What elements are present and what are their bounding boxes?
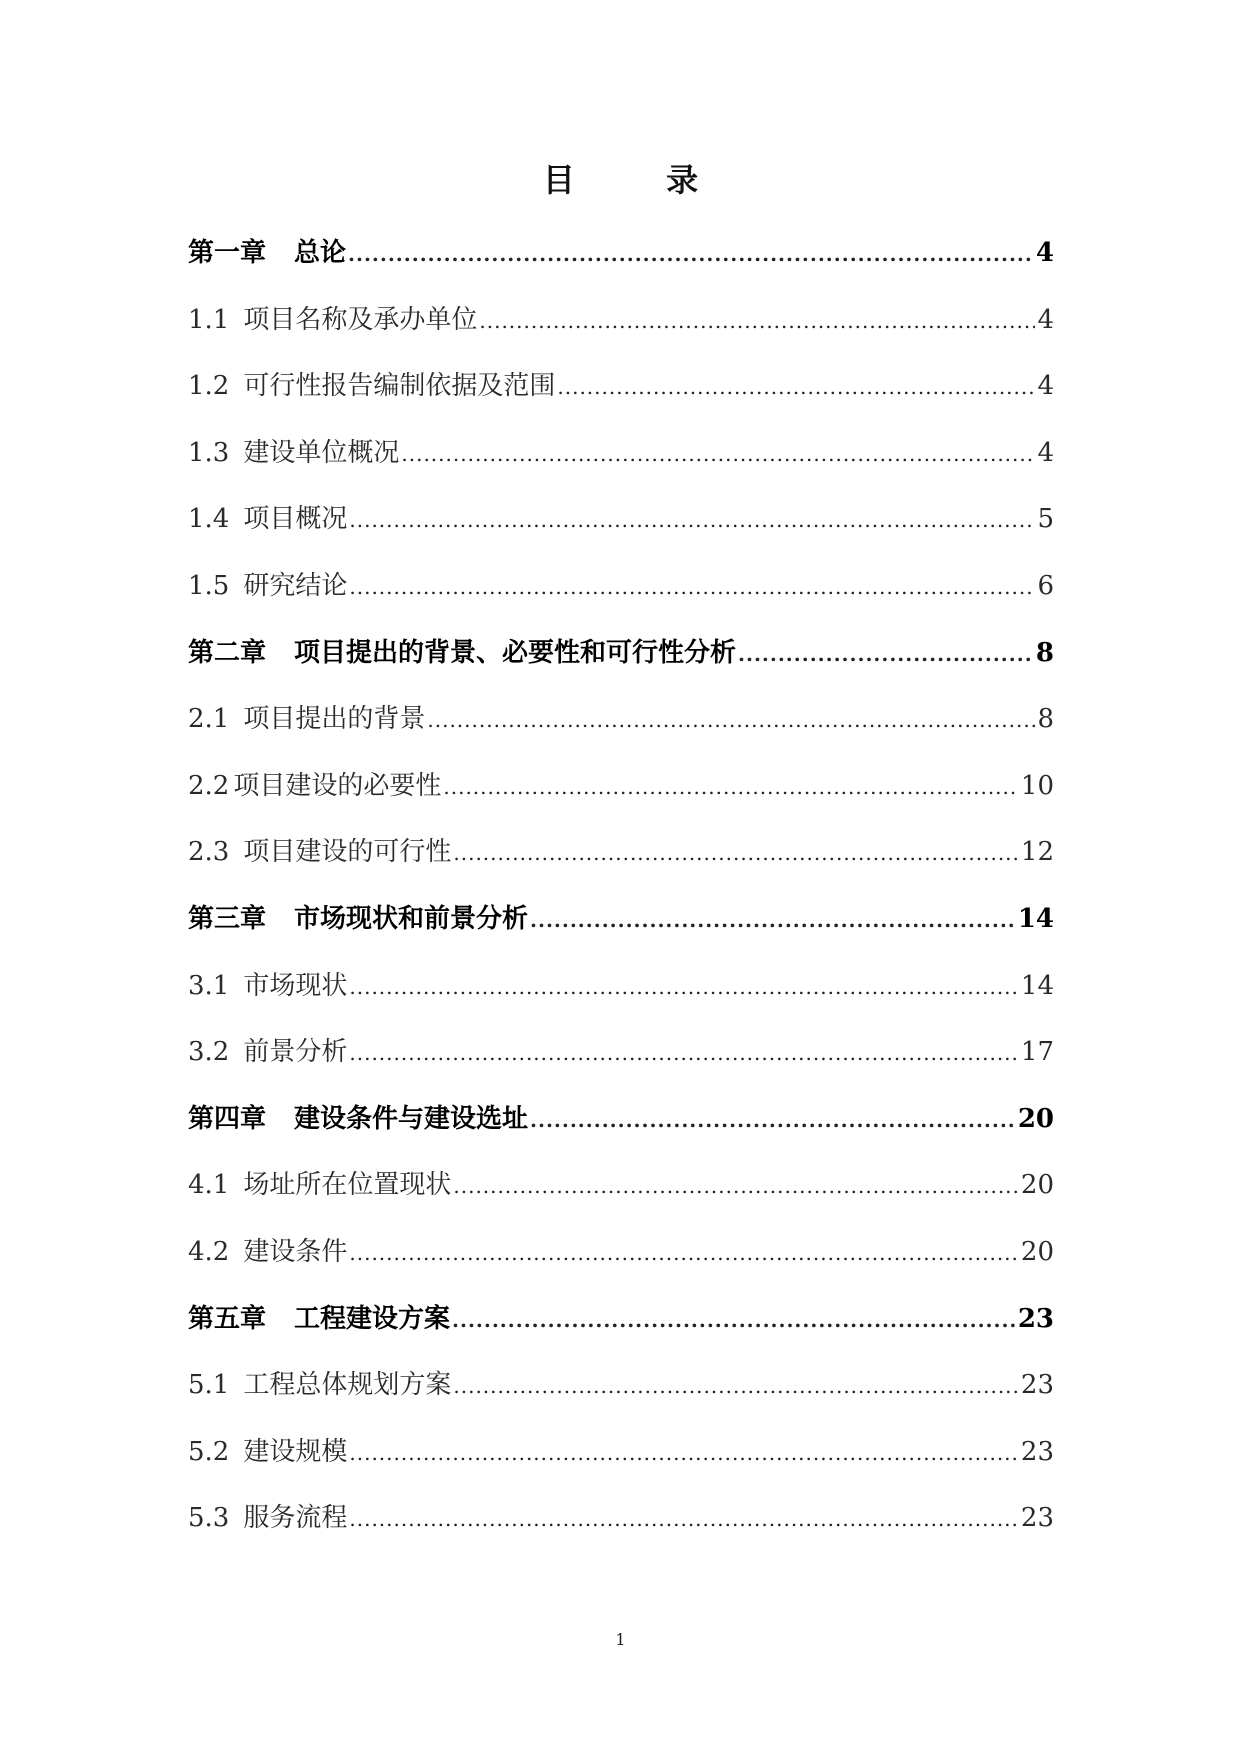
- toc-entry-title: 总论: [294, 238, 347, 268]
- toc-entry-title: 工程总体规划方案: [243, 1370, 452, 1401]
- toc-entry-title: 研究结论: [243, 570, 348, 601]
- toc-entry-section-5-1[interactable]: [188, 1368, 1054, 1435]
- toc-entry-number: 第三章: [188, 903, 267, 934]
- toc-entry-chapter-4[interactable]: [188, 1102, 1054, 1169]
- toc-entry-title: 建设条件与建设选址: [294, 1103, 529, 1134]
- toc-entry-title: 项目建设的必要性: [233, 770, 442, 801]
- dot-leader: [349, 1502, 1019, 1536]
- dot-leader: [452, 1303, 1016, 1337]
- toc-entry-section-1-2[interactable]: [188, 369, 1054, 436]
- toc-entry-section-1-4[interactable]: [188, 502, 1054, 569]
- dot-leader: [349, 1036, 1019, 1070]
- toc-entry-title: 建设条件: [243, 1236, 348, 1267]
- toc-entry-section-5-3[interactable]: [188, 1501, 1054, 1568]
- toc-entry-title: 项目建设的可行性: [243, 837, 452, 868]
- toc-entry-number: 4.2: [188, 1236, 230, 1267]
- toc-entry-title: 场址所在位置现状: [243, 1170, 452, 1201]
- toc-entry-title: 市场现状: [243, 970, 348, 1001]
- toc-entry-section-3-2[interactable]: [188, 1035, 1054, 1102]
- toc-entry-title: 项目概况: [243, 504, 348, 535]
- toc-entry-page: 4: [1037, 437, 1054, 468]
- dot-leader: [427, 703, 1035, 737]
- toc-entry-section-1-5[interactable]: [188, 569, 1054, 636]
- toc-entry-page: 14: [1020, 970, 1054, 1001]
- toc-entry-section-1-3[interactable]: [188, 436, 1054, 503]
- dot-leader: [401, 437, 1035, 471]
- toc-entry-number: 2.3: [188, 837, 230, 868]
- toc-entry-page: 23: [1020, 1370, 1054, 1401]
- toc-entry-page: 23: [1017, 1303, 1054, 1334]
- toc-entry-chapter-5[interactable]: [188, 1302, 1054, 1369]
- toc-entry-title: 建设单位概况: [243, 437, 400, 468]
- toc-entry-page: 20: [1020, 1236, 1054, 1267]
- toc-entry-page: 8: [1037, 704, 1054, 735]
- toc-entry-title: 工程建设方案: [294, 1303, 451, 1334]
- toc-entry-section-2-1[interactable]: [188, 702, 1054, 769]
- toc-list: [188, 236, 1054, 1568]
- toc-entry-number: 1.5: [188, 570, 230, 601]
- toc-entry-page: 23: [1020, 1503, 1054, 1534]
- toc-entry-section-4-2[interactable]: [188, 1235, 1054, 1302]
- toc-entry-page: 6: [1037, 570, 1054, 601]
- toc-entry-chapter-3[interactable]: [188, 902, 1054, 969]
- dot-leader: [453, 1169, 1019, 1203]
- toc-entry-title: 项目名称及承办单位: [243, 304, 478, 335]
- toc-entry-number: 1.3: [188, 437, 230, 468]
- toc-entry-page: 17: [1020, 1037, 1054, 1068]
- toc-entry-title: 建设规模: [243, 1436, 348, 1467]
- toc-entry-page: 12: [1020, 837, 1054, 868]
- toc-entry-number: 第二章: [188, 637, 267, 668]
- toc-entry-title: 可行性报告编制依据及范围: [243, 371, 556, 402]
- toc-entry-number: 2.1: [188, 704, 230, 735]
- toc-entry-page: 10: [1020, 770, 1054, 801]
- toc-entry-section-5-2[interactable]: [188, 1435, 1054, 1502]
- dot-leader: [453, 1369, 1019, 1403]
- toc-entry-number: 第一章: [188, 238, 267, 268]
- toc-entry-page: 8: [1035, 637, 1054, 668]
- toc-entry-number: 5.3: [188, 1503, 230, 1534]
- toc-entry-number: 第五章: [188, 1303, 267, 1334]
- toc-entry-page: 5: [1037, 504, 1054, 535]
- dot-leader: [349, 1236, 1019, 1270]
- toc-entry-page: 20: [1017, 1103, 1054, 1134]
- toc-entry-number: 3.2: [188, 1037, 230, 1068]
- page-number: 1: [615, 1630, 626, 1649]
- dot-leader: [349, 503, 1035, 537]
- toc-entry-page: 23: [1020, 1436, 1054, 1467]
- toc-entry-title: 前景分析: [243, 1037, 348, 1068]
- toc-entry-page: 4: [1037, 371, 1054, 402]
- toc-entry-title: 市场现状和前景分析: [294, 903, 529, 934]
- toc-entry-title: 服务流程: [243, 1503, 348, 1534]
- toc-entry-number: 5.2: [188, 1436, 230, 1467]
- toc-entry-chapter-2[interactable]: [188, 636, 1054, 703]
- toc-entry-section-3-1[interactable]: [188, 969, 1054, 1036]
- dot-leader: [738, 637, 1034, 671]
- toc-entry-section-1-1[interactable]: [188, 303, 1054, 370]
- toc-entry-page: 14: [1017, 903, 1054, 934]
- toc-entry-title: 项目提出的背景、必要性和可行性分析: [294, 637, 737, 668]
- toc-entry-number: 4.1: [188, 1170, 230, 1201]
- toc-entry-number: 1.2: [188, 371, 230, 402]
- dot-leader: [530, 903, 1016, 937]
- dot-leader: [530, 1103, 1016, 1137]
- toc-entry-section-2-2[interactable]: [188, 769, 1054, 836]
- toc-entry-title: 项目提出的背景: [243, 704, 426, 735]
- toc-entry-number: 1.4: [188, 504, 230, 535]
- toc-entry-page: 20: [1020, 1170, 1054, 1201]
- toc-entry-number: 1.1: [188, 304, 230, 335]
- dot-leader: [479, 304, 1035, 338]
- dot-leader: [453, 836, 1019, 870]
- toc-entry-number: 5.1: [188, 1370, 230, 1401]
- toc-entry-number: 2.2: [188, 770, 230, 801]
- dot-leader: [443, 770, 1019, 804]
- dot-leader: [349, 970, 1019, 1004]
- dot-leader: [349, 570, 1035, 604]
- dot-leader: [348, 237, 1034, 271]
- toc-entry-chapter-1[interactable]: [188, 236, 1054, 303]
- dot-leader: [557, 370, 1035, 404]
- toc-entry-number: 第四章: [188, 1103, 267, 1134]
- toc-entry-section-2-3[interactable]: [188, 835, 1054, 902]
- toc-entry-number: 3.1: [188, 970, 230, 1001]
- toc-title: 目 录: [542, 161, 739, 199]
- toc-entry-page: 4: [1035, 238, 1054, 268]
- dot-leader: [349, 1436, 1019, 1470]
- toc-entry-page: 4: [1037, 304, 1054, 335]
- toc-entry-section-4-1[interactable]: [188, 1168, 1054, 1235]
